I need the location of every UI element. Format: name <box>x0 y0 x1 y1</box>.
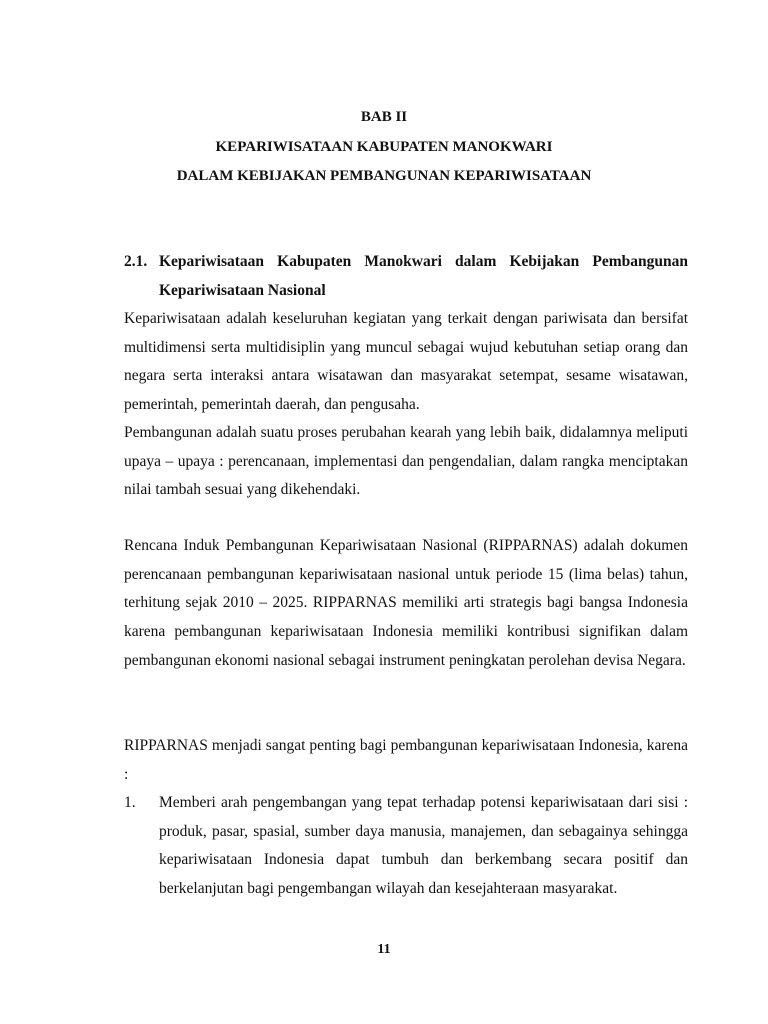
page-number: 11 <box>377 942 391 957</box>
paragraph-pembangunan: Pembangunan adalah suatu proses perubahan kearah yang lebih baik, didalamnya meliputi upaya – upaya : perencanaan, implementasi dan pengendalian, dalam rangka menciptakan nilai tambah sesuai yang dikehendaki. <box>124 424 688 499</box>
paragraph-ripparnas-importance: RIPPARNAS menjadi sangat penting bagi pembangunan kepariwisataan Indonesia, karena : <box>124 737 688 783</box>
list-item <box>124 789 688 904</box>
paragraph-kepariwisataan: Kepariwisataan adalah keseluruhan kegiatan yang terkait dengan pariwisata dan bersifat multidimensi serta multidisiplin yang muncul sebagai wujud kebutuhan setiap orang dan negara serta interaksi antara wisatawan dan masyarakat setempat, sesame wisatawan, pemerintah, pemerintah daerah, dan pengusaha. <box>124 310 688 414</box>
section-number: 2.1. <box>124 253 148 270</box>
chapter-title-line-1: KEPARIWISATAAN KABUPATEN MANOKWARI <box>215 139 553 155</box>
chapter-label: BAB II <box>360 109 408 125</box>
list-item-text: Memberi arah pengembangan yang tepat terhadap potensi kepariwisataan dari sisi : produk, pasar, spasial, sumber daya manusia, manajemen, dan sebagainya sehingga kepariwisataan Indonesia dapat tumbuh dan berkembang secara positif dan berkelanjutan bagi pengembangan wilayah dan kesejahteraan masyarakat. <box>159 794 688 898</box>
list-item-number: 1. <box>124 794 136 811</box>
paragraph-ripparnas-definition: Rencana Induk Pembangunan Kepariwisataan Nasional (RIPPARNAS) adalah dokumen perencanaan pembangunan kepariwisataan nasional untuk periode 15 (lima belas) tahun, terhitung sejak 2010 – 2025. RIPPARNAS memiliki arti strategis bagi bangsa Indonesia karena pembangunan kepariwisataan Indonesia memiliki kontribusi signifikan dalam pembangunan ekonomi nasional sebagai instrument peningkatan perolehan devisa Negara. <box>124 537 688 669</box>
section-heading <box>124 248 688 305</box>
chapter-title-line-2: DALAM KEBIJAKAN PEMBANGUNAN KEPARIWISATAAN <box>176 168 592 184</box>
section-title: Kepariwisataan Kabupaten Manokwari dalam Kebijakan Pembangunan Kepariwisataan Nasional <box>159 253 688 299</box>
